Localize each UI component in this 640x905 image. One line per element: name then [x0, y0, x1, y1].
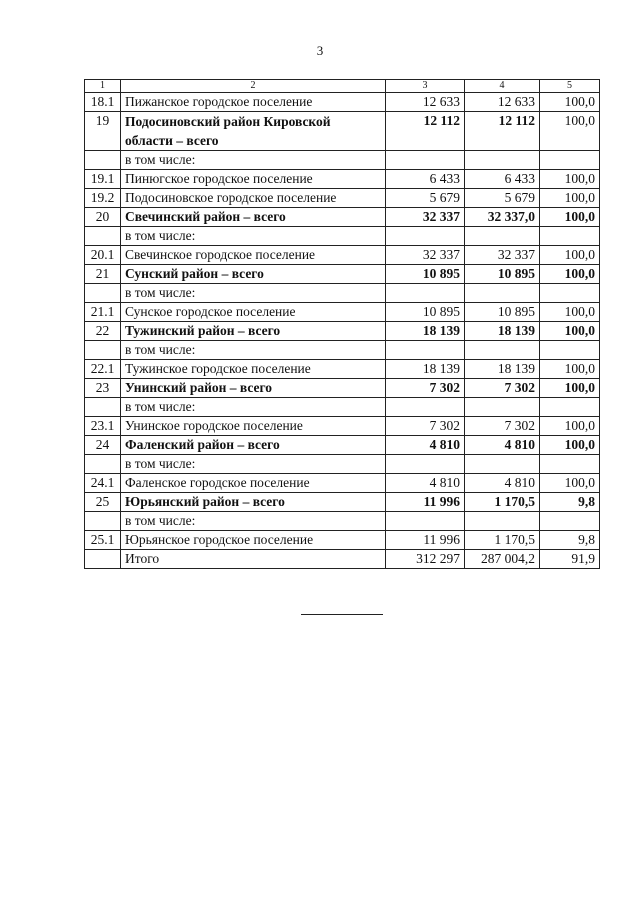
- percent-cell: [540, 455, 600, 474]
- row-number-cell: 18.1: [85, 93, 121, 112]
- planned-amount-cell: 10 895: [386, 265, 465, 284]
- planned-amount-cell: 312 297: [386, 550, 465, 569]
- percent-cell: 100,0: [540, 93, 600, 112]
- percent-cell: [540, 151, 600, 170]
- percent-cell: 100,0: [540, 170, 600, 189]
- planned-amount-cell: [386, 284, 465, 303]
- percent-cell: 100,0: [540, 417, 600, 436]
- percent-cell: 100,0: [540, 322, 600, 341]
- row-name-cell: Свечинское городское поселение: [121, 246, 386, 265]
- actual-amount-cell: 7 302: [465, 379, 540, 398]
- planned-amount-cell: 32 337: [386, 208, 465, 227]
- table-row: [85, 208, 600, 227]
- table-row: [85, 284, 600, 303]
- row-name-cell: Юрьянское городское поселение: [121, 531, 386, 550]
- actual-amount-cell: 18 139: [465, 360, 540, 379]
- row-name-cell: Пижанское городское поселение: [121, 93, 386, 112]
- table-row: [85, 512, 600, 531]
- table-row: [85, 379, 600, 398]
- planned-amount-cell: [386, 227, 465, 246]
- row-name-cell: Подосиновское городское поселение: [121, 189, 386, 208]
- percent-cell: 100,0: [540, 208, 600, 227]
- actual-amount-cell: 6 433: [465, 170, 540, 189]
- table-row: [85, 227, 600, 246]
- table-row: [85, 455, 600, 474]
- planned-amount-cell: [386, 341, 465, 360]
- actual-amount-cell: 4 810: [465, 474, 540, 493]
- percent-cell: 9,8: [540, 531, 600, 550]
- row-number-cell: [85, 284, 121, 303]
- row-number-cell: [85, 341, 121, 360]
- actual-amount-cell: [465, 398, 540, 417]
- planned-amount-cell: 6 433: [386, 170, 465, 189]
- planned-amount-cell: 7 302: [386, 379, 465, 398]
- percent-cell: [540, 512, 600, 531]
- row-name-cell: Унинский район – всего: [121, 379, 386, 398]
- table-row: [85, 303, 600, 322]
- planned-amount-cell: 32 337: [386, 246, 465, 265]
- actual-amount-cell: 5 679: [465, 189, 540, 208]
- table-row: [85, 341, 600, 360]
- table-row: [85, 265, 600, 284]
- budget-table: [84, 79, 600, 569]
- row-name-cell: в том числе:: [121, 227, 386, 246]
- row-name-cell: Тужинский район – всего: [121, 322, 386, 341]
- table-row: [85, 189, 600, 208]
- row-name-cell: Сунское городское поселение: [121, 303, 386, 322]
- actual-amount-cell: 32 337,0: [465, 208, 540, 227]
- actual-amount-cell: 12 633: [465, 93, 540, 112]
- actual-amount-cell: 10 895: [465, 303, 540, 322]
- actual-amount-cell: 32 337: [465, 246, 540, 265]
- percent-cell: 91,9: [540, 550, 600, 569]
- row-number-cell: [85, 455, 121, 474]
- percent-cell: 100,0: [540, 265, 600, 284]
- actual-amount-cell: 4 810: [465, 436, 540, 455]
- planned-amount-cell: [386, 512, 465, 531]
- planned-amount-cell: 12 633: [386, 93, 465, 112]
- percent-cell: 9,8: [540, 493, 600, 512]
- row-name-cell: Фаленский район – всего: [121, 436, 386, 455]
- row-number-cell: [85, 227, 121, 246]
- row-name-cell: Тужинское городское поселение: [121, 360, 386, 379]
- planned-amount-cell: [386, 151, 465, 170]
- row-number-cell: 20.1: [85, 246, 121, 265]
- percent-cell: [540, 341, 600, 360]
- row-name-cell: в том числе:: [121, 455, 386, 474]
- row-number-cell: 24.1: [85, 474, 121, 493]
- row-name-cell: в том числе:: [121, 284, 386, 303]
- row-number-cell: [85, 512, 121, 531]
- row-number-cell: [85, 398, 121, 417]
- row-number-cell: 25.1: [85, 531, 121, 550]
- planned-amount-cell: 5 679: [386, 189, 465, 208]
- table-row: [85, 246, 600, 265]
- row-number-cell: 22.1: [85, 360, 121, 379]
- actual-amount-cell: [465, 284, 540, 303]
- percent-cell: 100,0: [540, 189, 600, 208]
- percent-cell: 100,0: [540, 112, 600, 151]
- table-row: [85, 398, 600, 417]
- row-name-cell: в том числе:: [121, 341, 386, 360]
- actual-amount-cell: [465, 455, 540, 474]
- header-col-4: 4: [465, 80, 540, 93]
- percent-cell: 100,0: [540, 436, 600, 455]
- row-name-cell: в том числе:: [121, 512, 386, 531]
- planned-amount-cell: 18 139: [386, 322, 465, 341]
- row-number-cell: [85, 151, 121, 170]
- header-col-2: 2: [121, 80, 386, 93]
- planned-amount-cell: 7 302: [386, 417, 465, 436]
- table-row: [85, 436, 600, 455]
- row-name-cell: [121, 112, 386, 151]
- planned-amount-cell: 4 810: [386, 474, 465, 493]
- header-col-5: 5: [540, 80, 600, 93]
- actual-amount-cell: [465, 227, 540, 246]
- row-name-text: Подосиновский район Кировской области – всего: [125, 114, 331, 148]
- row-number-cell: 19.1: [85, 170, 121, 189]
- percent-cell: [540, 284, 600, 303]
- actual-amount-cell: [465, 512, 540, 531]
- row-name-cell: Унинское городское поселение: [121, 417, 386, 436]
- row-number-cell: [85, 550, 121, 569]
- header-col-1: 1: [85, 80, 121, 93]
- table-header-row: [85, 80, 600, 93]
- planned-amount-cell: [386, 398, 465, 417]
- actual-amount-cell: 10 895: [465, 265, 540, 284]
- percent-cell: 100,0: [540, 360, 600, 379]
- table-row: [85, 360, 600, 379]
- percent-cell: 100,0: [540, 303, 600, 322]
- percent-cell: 100,0: [540, 379, 600, 398]
- row-name-cell: Юрьянский район – всего: [121, 493, 386, 512]
- table-row: [85, 550, 600, 569]
- row-number-cell: 20: [85, 208, 121, 227]
- actual-amount-cell: 287 004,2: [465, 550, 540, 569]
- table-row: [85, 493, 600, 512]
- planned-amount-cell: [386, 455, 465, 474]
- row-number-cell: 23: [85, 379, 121, 398]
- row-name-cell: в том числе:: [121, 151, 386, 170]
- percent-cell: [540, 227, 600, 246]
- table-row: [85, 170, 600, 189]
- row-number-cell: 19: [85, 112, 121, 151]
- page-number: 3: [316, 43, 324, 58]
- actual-amount-cell: [465, 341, 540, 360]
- row-name-cell: Пинюгское городское поселение: [121, 170, 386, 189]
- percent-cell: 100,0: [540, 474, 600, 493]
- percent-cell: [540, 398, 600, 417]
- row-number-cell: 24: [85, 436, 121, 455]
- actual-amount-cell: 1 170,5: [465, 531, 540, 550]
- row-name-cell: Итого: [121, 550, 386, 569]
- row-name-cell: в том числе:: [121, 398, 386, 417]
- row-number-cell: 22: [85, 322, 121, 341]
- actual-amount-cell: [465, 151, 540, 170]
- actual-amount-cell: 18 139: [465, 322, 540, 341]
- table-row: [85, 417, 600, 436]
- row-number-cell: 25: [85, 493, 121, 512]
- table-row: [85, 93, 600, 112]
- percent-cell: 100,0: [540, 246, 600, 265]
- header-col-3: 3: [386, 80, 465, 93]
- closing-rule: [301, 614, 383, 615]
- row-number-cell: 21.1: [85, 303, 121, 322]
- table-row: [85, 322, 600, 341]
- table-row: [85, 531, 600, 550]
- row-name-cell: Свечинский район – всего: [121, 208, 386, 227]
- row-number-cell: 23.1: [85, 417, 121, 436]
- planned-amount-cell: 4 810: [386, 436, 465, 455]
- row-name-cell: Фаленское городское поселение: [121, 474, 386, 493]
- actual-amount-cell: 1 170,5: [465, 493, 540, 512]
- row-number-cell: 19.2: [85, 189, 121, 208]
- actual-amount-cell: 12 112: [465, 112, 540, 151]
- planned-amount-cell: 18 139: [386, 360, 465, 379]
- planned-amount-cell: 11 996: [386, 531, 465, 550]
- row-name-cell: Сунский район – всего: [121, 265, 386, 284]
- table-row: [85, 112, 600, 151]
- actual-amount-cell: 7 302: [465, 417, 540, 436]
- table-row: [85, 474, 600, 493]
- planned-amount-cell: 10 895: [386, 303, 465, 322]
- table-row: [85, 151, 600, 170]
- planned-amount-cell: 11 996: [386, 493, 465, 512]
- planned-amount-cell: 12 112: [386, 112, 465, 151]
- row-number-cell: 21: [85, 265, 121, 284]
